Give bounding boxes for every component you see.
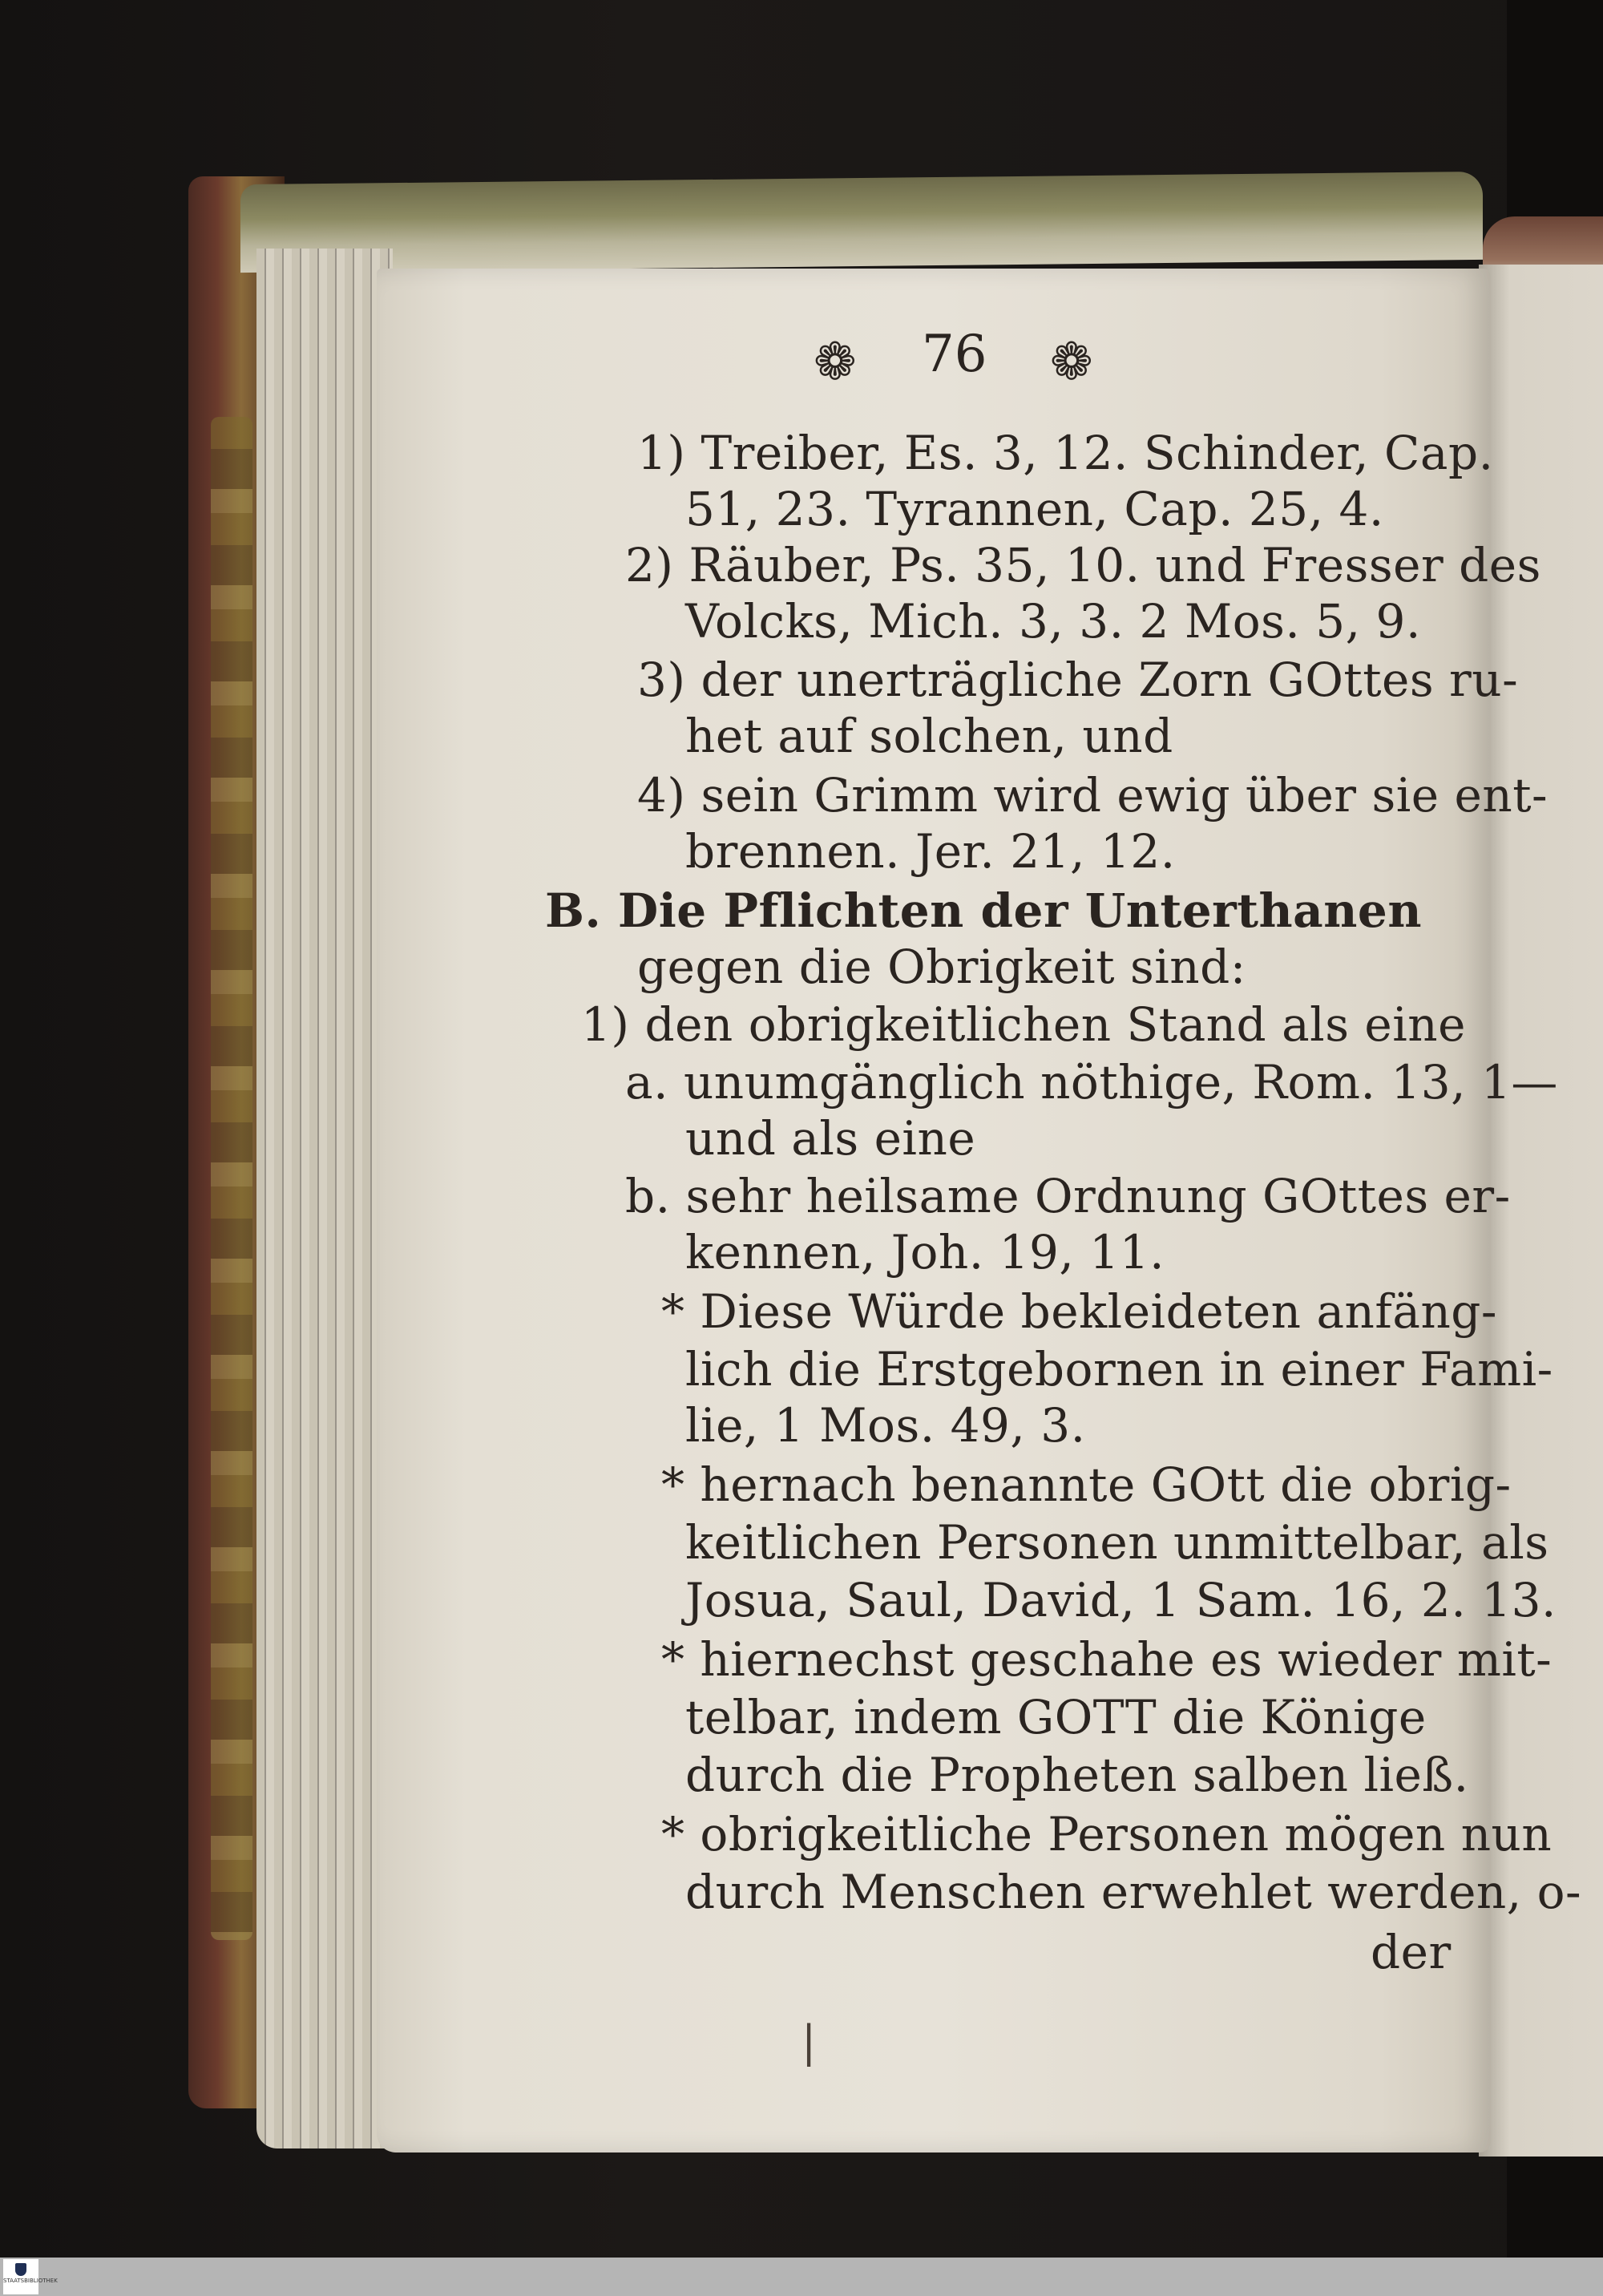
text-line: lich die Erstgebornen in einer Fami- xyxy=(685,1342,1553,1397)
footer-mark: | xyxy=(802,2016,817,2067)
library-badge xyxy=(3,2259,58,2294)
text-line: 4) sein Grimm wird ewig über sie ent- xyxy=(637,768,1548,823)
ornament-right-icon: ❁ xyxy=(1050,333,1093,392)
text-line: b. sehr heilsame Ordnung GOttes er- xyxy=(625,1169,1511,1223)
text-line: lie, 1 Mos. 49, 3. xyxy=(685,1398,1086,1453)
text-line: brennen. Jer. 21, 12. xyxy=(685,824,1176,879)
text-line: und als eine xyxy=(685,1111,976,1166)
book-top-edge xyxy=(240,172,1483,273)
text-line: * hiernechst geschahe es wieder mit- xyxy=(661,1632,1553,1687)
text-line: 1) den obrigkeitlichen Stand als eine xyxy=(581,997,1466,1052)
text-line: het auf solchen, und xyxy=(685,709,1173,763)
text-line: Volcks, Mich. 3, 3. 2 Mos. 5, 9. xyxy=(685,594,1421,649)
ornament-left-icon: ❁ xyxy=(814,333,857,392)
text-line: gegen die Obrigkeit sind: xyxy=(637,940,1246,994)
text-line: a. unumgänglich nöthige, Rom. 13, 1— xyxy=(625,1055,1558,1110)
text-line: durch die Propheten salben ließ. xyxy=(685,1748,1469,1802)
catchword: der xyxy=(1371,1925,1452,1979)
viewer-bottom-bar xyxy=(0,2258,1603,2296)
text-line: keitlichen Personen unmittelbar, als xyxy=(685,1515,1549,1570)
text-line: 51, 23. Tyrannen, Cap. 25, 4. xyxy=(685,482,1384,536)
text-line: 2) Räuber, Ps. 35, 10. und Fresser des xyxy=(625,538,1541,592)
text-line: * hernach benannte GOtt die obrig- xyxy=(661,1457,1512,1512)
text-line: durch Menschen erwehlet werden, o- xyxy=(685,1865,1582,1919)
text-line: 1) Treiber, Es. 3, 12. Schinder, Cap. xyxy=(637,426,1494,480)
text-line: 3) der unerträgliche Zorn GOttes ru- xyxy=(637,653,1519,707)
text-line: telbar, indem GOTT die Könige xyxy=(685,1690,1427,1744)
text-line: kennen, Joh. 19, 11. xyxy=(685,1225,1165,1279)
text-line: * Diese Würde bekleideten anfäng- xyxy=(661,1284,1498,1339)
text-line: * obrigkeitliche Personen mögen nun xyxy=(661,1807,1553,1861)
page-stack-edge xyxy=(256,249,393,2148)
section-heading: B. Die Pflichten der Unterthanen xyxy=(545,883,1422,938)
page-number: 76 xyxy=(922,325,987,384)
text-line: Josua, Saul, David, 1 Sam. 16, 2. 13. xyxy=(685,1573,1557,1627)
library-badge-label: STAATSBIBLIOTHEK xyxy=(3,2278,58,2284)
library-logo-icon xyxy=(15,2263,26,2276)
